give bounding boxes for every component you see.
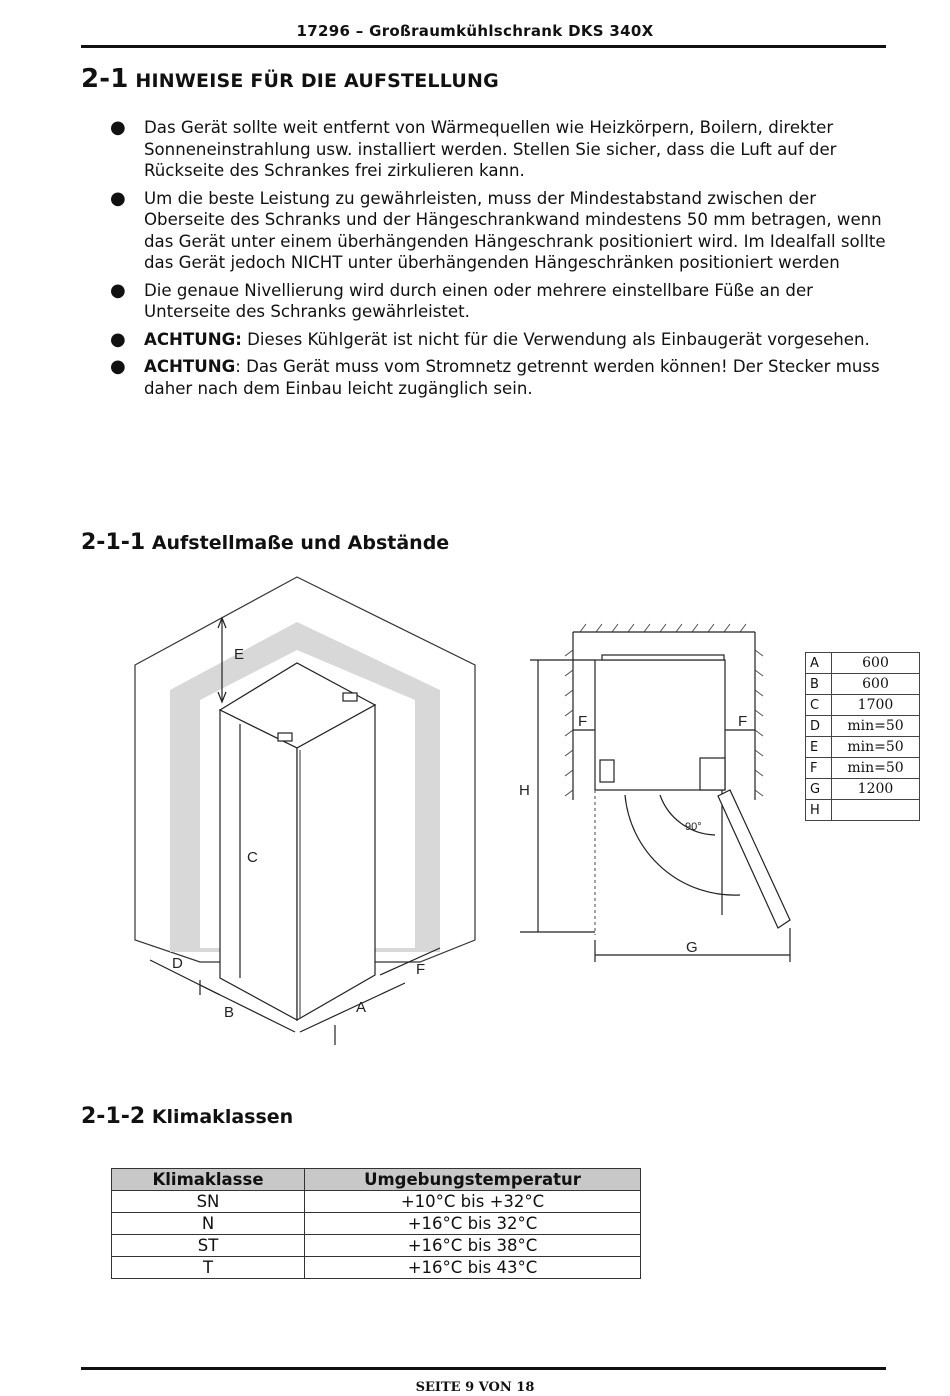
- label-A: A: [356, 999, 367, 1016]
- table-row: SN +10°C bis +32°C: [112, 1191, 641, 1213]
- table-row: F min=50: [806, 758, 920, 779]
- page-number: SEITE 9 VON 18: [415, 1380, 535, 1395]
- label-D: D: [172, 955, 183, 972]
- footer-rule: [81, 1367, 886, 1370]
- section-heading: [81, 64, 499, 94]
- table-row: B 600: [806, 674, 920, 695]
- table-row: G 1200: [806, 779, 920, 800]
- list-item: ● Die genaue Nivellierung wird durch einen oder mehrere einstellbare Füße an der Unterseite des Schranks gewährleistet.: [110, 279, 813, 321]
- header-title: 17296 – Großraumkühlschrank DKS 340X: [296, 22, 654, 40]
- list-item: ● Das Gerät sollte weit entfernt von Wärmequellen wie Heizkörpern, Boilern, direkter Sonneneinstrahlung usw. installiert werden. Stellen Sie sicher, dass die Luft auf der Rückseite des Schrankes frei zirkulieren kann.: [110, 117, 837, 180]
- list-item: ● ACHTUNG: Das Gerät muss vom Stromnetz getrennt werden können! Der Stecker muss daher nach dem Einbau leicht zugänglich sein.: [110, 356, 880, 398]
- section-title: HINWEISE FÜR DIE AUFSTELLUNG: [135, 70, 499, 92]
- label-F-right: F: [738, 713, 748, 730]
- table-header-row: [112, 1169, 641, 1191]
- table-row: D min=50: [806, 716, 920, 737]
- label-H: H: [519, 782, 530, 799]
- fridge-front: [297, 705, 375, 1020]
- header-rule: [81, 45, 886, 48]
- label-E: E: [234, 646, 245, 663]
- subsection-heading-climate: 2-1-2 Klimaklassen: [81, 1104, 294, 1129]
- table-row: A 600: [806, 653, 920, 674]
- column-header: Klimaklasse: [112, 1169, 305, 1191]
- bullet-icon: ●: [110, 356, 126, 377]
- bullet-icon: ●: [110, 117, 126, 138]
- table-row: E min=50: [806, 737, 920, 758]
- table-row: H: [806, 800, 920, 821]
- bullet-icon: ●: [110, 187, 126, 209]
- fridge-side: [220, 710, 297, 1020]
- bullet-icon: ●: [110, 279, 126, 301]
- list-item: ● ACHTUNG: Dieses Kühlgerät ist nicht für die Verwendung als Einbaugerät vorgesehen.: [110, 328, 870, 350]
- table-row: C 1700: [806, 695, 920, 716]
- open-door: [718, 790, 790, 928]
- label-B: B: [224, 1004, 235, 1021]
- install-notes-list: [108, 117, 888, 405]
- subsection-heading-dimensions: 2-1-1 Aufstellmaße und Abstände: [81, 530, 450, 555]
- angle-label: 90°: [685, 821, 702, 833]
- table-row: T +16°C bis 43°C: [112, 1257, 641, 1279]
- table-row: N +16°C bis 32°C: [112, 1213, 641, 1235]
- bullet-icon: ●: [110, 328, 126, 350]
- climate-class-table: [111, 1168, 641, 1279]
- list-item: ● Um die beste Leistung zu gewährleisten, muss der Mindestabstand zwischen der Oberseite des Schranks und der Hängeschrankwand mindestens 50 mm betragen, wenn das Gerät unter einem überhängenden Hängeschrank positioniert wird. Im Idealfall sollte das Gerät jedoch NICHT unter überhängenden Hängeschränken positioniert werden: [110, 187, 886, 272]
- table-row: ST +16°C bis 38°C: [112, 1235, 641, 1257]
- label-F-iso: F: [416, 961, 426, 978]
- label-F-left: F: [578, 713, 588, 730]
- dimensions-table: [805, 652, 920, 821]
- column-header: Umgebungstemperatur: [305, 1169, 641, 1191]
- label-C: C: [247, 849, 258, 866]
- label-G: G: [686, 939, 698, 956]
- section-number: 2-1: [81, 64, 129, 94]
